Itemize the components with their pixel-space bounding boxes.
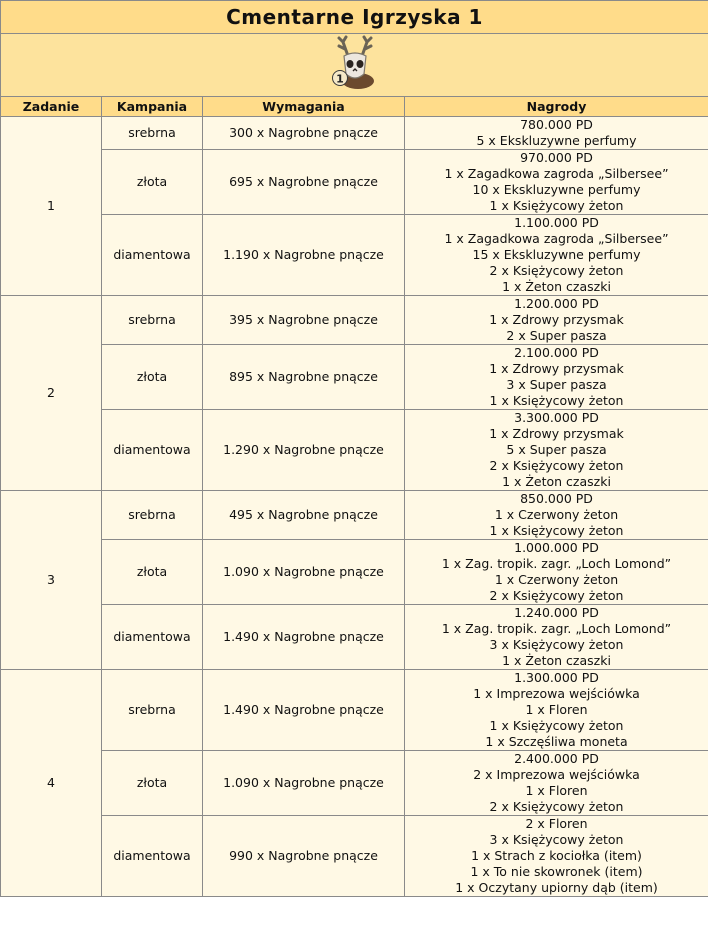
task-number: 2: [1, 296, 102, 491]
header-task: Zadanie: [1, 97, 102, 117]
rewards-cell: [405, 605, 708, 670]
table-row: [1, 215, 708, 296]
table-body: [1, 117, 708, 897]
reward-item: 1 x Czerwony żeton: [494, 572, 619, 587]
requirement-cell: 1.090 x Nagrobne pnącze: [203, 751, 405, 816]
table-row: [1, 491, 708, 540]
campaign-cell: złota: [102, 751, 203, 816]
requirement-cell: 395 x Nagrobne pnącze: [203, 296, 405, 345]
reward-item: 2 x Księżycowy żeton: [489, 458, 624, 473]
task-number: 4: [1, 670, 102, 897]
rewards-cell: [405, 670, 708, 751]
reward-item: 5 x Super pasza: [506, 442, 607, 457]
reward-item: 1 x Czerwony żeton: [494, 507, 619, 522]
table-row: [1, 670, 708, 751]
header-requirements: Wymagania: [203, 97, 405, 117]
rewards-cell: [405, 751, 708, 816]
reward-item: 1 x Zagadkowa zagroda „Silbersee”: [444, 231, 669, 246]
reward-item: 1 x Żeton czaszki: [502, 653, 611, 668]
reward-item: 3 x Super pasza: [506, 377, 607, 392]
banner: [1, 34, 708, 97]
rewards-cell: [405, 410, 708, 491]
reward-item: 1.240.000 PD: [514, 605, 599, 620]
campaign-cell: srebrna: [102, 296, 203, 345]
reward-item: 3.300.000 PD: [514, 410, 599, 425]
requirement-cell: 895 x Nagrobne pnącze: [203, 345, 405, 410]
rewards-cell: [405, 215, 708, 296]
table-row: [1, 751, 708, 816]
reward-item: 1 x Szczęśliwa moneta: [485, 734, 628, 749]
table-row: [1, 345, 708, 410]
reward-item: 1.000.000 PD: [514, 540, 599, 555]
table-row: [1, 816, 708, 897]
requirement-cell: 695 x Nagrobne pnącze: [203, 150, 405, 215]
campaign-cell: złota: [102, 345, 203, 410]
reward-item: 1 x Strach z kociołka (item): [471, 848, 642, 863]
header-campaign: Kampania: [102, 97, 203, 117]
table-row: [1, 410, 708, 491]
reward-item: 1 x Zdrowy przysmak: [489, 426, 624, 441]
reward-item: 2.100.000 PD: [514, 345, 599, 360]
rewards-cell: [405, 117, 708, 150]
campaign-cell: srebrna: [102, 117, 203, 150]
reward-item: 1 x Zag. tropik. zagr. „Loch Lomond”: [441, 621, 672, 636]
table-row: [1, 540, 708, 605]
reward-item: 1 x Księżycowy żeton: [489, 718, 624, 733]
emblem-number: 1: [335, 72, 344, 86]
campaign-cell: srebrna: [102, 670, 203, 751]
reward-item: 1.300.000 PD: [514, 670, 599, 685]
reward-item: 1 x Floren: [525, 702, 588, 717]
reward-item: 10 x Ekskluzywne perfumy: [472, 182, 641, 197]
reward-item: 1.200.000 PD: [514, 296, 599, 311]
reward-item: 1 x Zag. tropik. zagr. „Loch Lomond”: [441, 556, 672, 571]
table-row: [1, 117, 708, 150]
reward-item: 1 x Księżycowy żeton: [489, 523, 624, 538]
reward-item: 970.000 PD: [520, 150, 593, 165]
reward-item: 850.000 PD: [520, 491, 593, 506]
campaign-cell: diamentowa: [102, 816, 203, 897]
requirement-cell: 300 x Nagrobne pnącze: [203, 117, 405, 150]
reward-item: 2 x Księżycowy żeton: [489, 588, 624, 603]
reward-item: 3 x Księżycowy żeton: [489, 637, 624, 652]
reward-item: 1 x Oczytany upiorny dąb (item): [455, 880, 658, 895]
reward-item: 1 x Zdrowy przysmak: [489, 312, 624, 327]
reward-item: 1 x Księżycowy żeton: [489, 393, 624, 408]
reward-item: 5 x Ekskluzywne perfumy: [476, 133, 637, 148]
rewards-cell: [405, 150, 708, 215]
reward-item: 1 x Zagadkowa zagroda „Silbersee”: [444, 166, 669, 181]
requirement-cell: 1.490 x Nagrobne pnącze: [203, 670, 405, 751]
requirement-cell: 1.490 x Nagrobne pnącze: [203, 605, 405, 670]
table-row: [1, 605, 708, 670]
campaign-cell: diamentowa: [102, 605, 203, 670]
task-number: 1: [1, 117, 102, 296]
header-rewards: Nagrody: [405, 97, 708, 117]
campaign-cell: złota: [102, 540, 203, 605]
reward-item: 1 x Żeton czaszki: [502, 474, 611, 489]
reward-item: 1 x Imprezowa wejściówka: [473, 686, 640, 701]
reward-item: 2 x Księżycowy żeton: [489, 263, 624, 278]
reward-item: 1 x Żeton czaszki: [502, 279, 611, 294]
task-number: 3: [1, 491, 102, 670]
rewards-cell: [405, 296, 708, 345]
table-row: [1, 150, 708, 215]
rewards-cell: [405, 816, 708, 897]
rewards-cell: [405, 491, 708, 540]
reward-item: 15 x Ekskluzywne perfumy: [472, 247, 641, 262]
rewards-cell: [405, 540, 708, 605]
campaign-cell: diamentowa: [102, 410, 203, 491]
reward-item: 1.100.000 PD: [514, 215, 599, 230]
reward-item: 780.000 PD: [520, 117, 593, 132]
reward-item: 2 x Księżycowy żeton: [489, 799, 624, 814]
campaign-cell: złota: [102, 150, 203, 215]
reward-item: 1 x Floren: [525, 783, 588, 798]
reward-item: 1 x To nie skowronek (item): [470, 864, 643, 879]
campaign-cell: srebrna: [102, 491, 203, 540]
skull-deer-emblem-icon: [331, 34, 379, 96]
campaign-cell: diamentowa: [102, 215, 203, 296]
reward-item: 2 x Super pasza: [506, 328, 607, 343]
requirement-cell: 990 x Nagrobne pnącze: [203, 816, 405, 897]
reward-item: 2 x Imprezowa wejściówka: [473, 767, 640, 782]
requirement-cell: 495 x Nagrobne pnącze: [203, 491, 405, 540]
reward-item: 1 x Księżycowy żeton: [489, 198, 624, 213]
page-title: Cmentarne Igrzyska 1: [1, 1, 708, 34]
table-row: [1, 296, 708, 345]
rewards-cell: [405, 345, 708, 410]
reward-item: 2.400.000 PD: [514, 751, 599, 766]
requirement-cell: 1.290 x Nagrobne pnącze: [203, 410, 405, 491]
requirement-cell: 1.090 x Nagrobne pnącze: [203, 540, 405, 605]
reward-item: 3 x Księżycowy żeton: [489, 832, 624, 847]
requirement-cell: 1.190 x Nagrobne pnącze: [203, 215, 405, 296]
reward-item: 2 x Floren: [525, 816, 588, 831]
reward-item: 1 x Zdrowy przysmak: [489, 361, 624, 376]
